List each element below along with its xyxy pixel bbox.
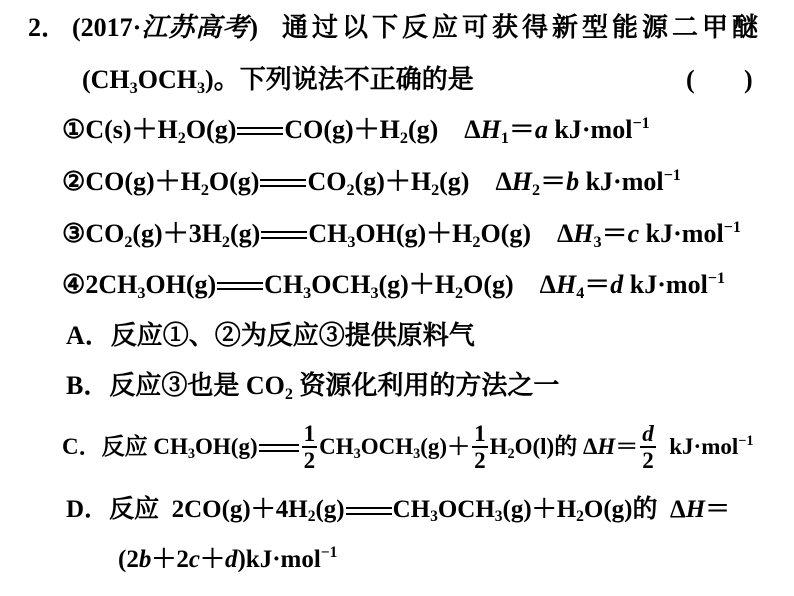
equals-text: ＝ bbox=[705, 496, 731, 523]
subscript: 2 bbox=[472, 233, 481, 249]
fraction-denominator: 2 bbox=[642, 448, 654, 473]
superscript: −1 bbox=[707, 270, 726, 288]
reactant-text: OH(g) bbox=[195, 434, 258, 459]
equals-text: ＝ bbox=[615, 434, 639, 459]
formula-text: (CH bbox=[82, 65, 130, 94]
unit-text: kJ·mol bbox=[623, 270, 708, 299]
subscript: 2 bbox=[346, 181, 355, 197]
superscript: −1 bbox=[663, 167, 681, 185]
delta-symbol: Δ bbox=[556, 219, 574, 248]
reactant-text: 2CH bbox=[85, 270, 138, 299]
source-close: ) bbox=[249, 13, 259, 42]
option-text: 反应③也是 CO bbox=[109, 371, 285, 400]
fraction-value bbox=[640, 422, 656, 472]
product-text: (g)＋ bbox=[420, 434, 471, 459]
option-label: A． bbox=[66, 321, 111, 350]
option-b bbox=[66, 371, 790, 401]
superscript: −1 bbox=[320, 545, 338, 562]
reactant-text: CO bbox=[85, 219, 125, 248]
product-text: (g) bbox=[439, 167, 470, 196]
reactant-text: (g) bbox=[315, 496, 345, 523]
question-stem-line-2 bbox=[82, 65, 674, 95]
reactant-text: O(g) bbox=[208, 167, 260, 196]
superscript: −1 bbox=[738, 433, 754, 450]
reaction-4 bbox=[62, 270, 790, 300]
source-region: 江苏高考 bbox=[141, 13, 250, 42]
enthalpy-symbol: H bbox=[480, 115, 501, 144]
product-text: (g)＋H bbox=[354, 167, 432, 196]
subscript: 3 bbox=[303, 284, 312, 300]
enthalpy-change bbox=[495, 167, 680, 197]
reaction-equals-sign bbox=[346, 507, 392, 515]
reaction-equals-sign bbox=[237, 127, 283, 135]
italic-variable: c bbox=[627, 219, 640, 248]
unit-text: kJ·mol bbox=[657, 434, 739, 459]
unit-text: kJ·mol bbox=[579, 167, 664, 196]
subscript: 2 bbox=[576, 508, 584, 525]
reaction-marker: ② bbox=[62, 167, 86, 196]
subscript: 2 bbox=[221, 233, 230, 249]
subscript: 3 bbox=[129, 79, 138, 95]
italic-variable: b bbox=[566, 167, 580, 196]
subscript: 2 bbox=[284, 385, 293, 401]
product-text: (g) bbox=[407, 115, 439, 144]
option-d-value bbox=[118, 545, 790, 575]
italic-variable: b bbox=[138, 546, 152, 573]
delta-symbol: Δ bbox=[464, 115, 481, 144]
product-text: CH bbox=[392, 496, 431, 523]
product-text: H bbox=[489, 434, 508, 459]
option-text: 资源化利用的方法之一 bbox=[292, 371, 560, 400]
subscript: 2 bbox=[455, 284, 464, 300]
fraction-numerator: 1 bbox=[474, 421, 486, 446]
subscript: 3 bbox=[370, 284, 379, 300]
product-text: CH bbox=[264, 270, 304, 299]
enthalpy-index: 3 bbox=[593, 233, 602, 249]
reaction-marker: ③ bbox=[62, 219, 86, 248]
unit-text: )kJ·mol bbox=[237, 546, 321, 573]
enthalpy-change bbox=[540, 270, 725, 300]
reaction-equals-sign bbox=[261, 231, 307, 239]
italic-variable: d bbox=[224, 546, 238, 573]
fraction-numerator: 1 bbox=[303, 421, 316, 446]
equals-text: ＝ bbox=[601, 219, 628, 248]
option-text: 反应 bbox=[109, 496, 172, 523]
reactant-text: O(g) bbox=[185, 115, 237, 144]
product-text: CO bbox=[307, 167, 347, 196]
enthalpy-index: 2 bbox=[532, 181, 541, 197]
product-text: O(g) bbox=[463, 270, 514, 299]
subscript: 3 bbox=[347, 233, 356, 249]
subscript: 3 bbox=[187, 445, 195, 462]
subscript: 3 bbox=[353, 445, 361, 462]
option-text: 反应 bbox=[101, 434, 154, 459]
unit-text: kJ·mol bbox=[547, 115, 633, 144]
product-text: O(g) bbox=[583, 496, 633, 523]
fraction-denominator: 2 bbox=[303, 448, 316, 473]
option-a bbox=[66, 321, 790, 351]
option-label: C． bbox=[62, 434, 102, 459]
subscript: 2 bbox=[307, 508, 316, 525]
delta-symbol: Δ bbox=[539, 270, 556, 299]
product-text: CO(g)＋H bbox=[284, 115, 400, 144]
subscript: 3 bbox=[196, 79, 206, 95]
reactant-text: C(s)＋H bbox=[85, 115, 178, 144]
equals-text: ＝ bbox=[584, 270, 611, 299]
reaction-2 bbox=[62, 167, 790, 197]
subscript: 3 bbox=[137, 284, 146, 300]
subscript: 3 bbox=[413, 445, 421, 462]
reactant-text: (g) bbox=[229, 219, 261, 248]
option-text: 反应①、②为反应③提供原料气 bbox=[110, 321, 475, 350]
question-source bbox=[72, 13, 258, 43]
fraction-numerator: d bbox=[642, 421, 654, 446]
subscript: 2 bbox=[124, 233, 133, 249]
reaction-equals-sign bbox=[259, 444, 299, 452]
delta-symbol: Δ bbox=[582, 434, 598, 459]
value-text: ＋2 bbox=[151, 546, 189, 573]
formula-text: ) bbox=[205, 65, 214, 94]
answer-blank-open: ( bbox=[686, 65, 695, 94]
question-number-text: 2． bbox=[28, 13, 68, 42]
answer-blank-close: ) bbox=[744, 65, 753, 94]
reactant-text: OH(g) bbox=[145, 270, 217, 299]
fraction-coefficient bbox=[302, 422, 318, 472]
equals-text: ＝ bbox=[508, 115, 535, 144]
product-text: (g)＋H bbox=[502, 496, 577, 523]
superscript: −1 bbox=[723, 219, 741, 237]
reaction-equals-sign bbox=[260, 179, 306, 187]
delta-symbol: Δ bbox=[495, 167, 512, 196]
product-text: O(l)的 bbox=[514, 434, 583, 459]
reactant-text: 2CO(g)＋4H bbox=[171, 496, 308, 523]
reaction-3 bbox=[62, 219, 790, 249]
stem-text: 通过以下反应可获得新型能源二甲醚 bbox=[282, 13, 763, 42]
source-open: (2017· bbox=[72, 13, 142, 42]
product-text: OH(g)＋H bbox=[355, 219, 473, 248]
question-number bbox=[28, 13, 67, 43]
reactant-text: CH bbox=[153, 434, 188, 459]
product-text: CH bbox=[319, 434, 354, 459]
option-label: B． bbox=[66, 371, 110, 400]
enthalpy-index: 4 bbox=[576, 284, 585, 300]
question-stem-line-1 bbox=[282, 13, 790, 43]
option-d bbox=[66, 495, 790, 525]
subscript: 2 bbox=[431, 181, 440, 197]
reactant-text: CO(g)＋H bbox=[85, 167, 201, 196]
value-text: (2 bbox=[118, 546, 139, 573]
superscript: −1 bbox=[632, 115, 650, 133]
reactant-text: (g)＋3H bbox=[132, 219, 222, 248]
subscript: 2 bbox=[507, 445, 515, 462]
product-text: OCH bbox=[437, 496, 495, 523]
reaction-equals-sign bbox=[217, 282, 263, 290]
option-text: 的 bbox=[632, 496, 671, 523]
enthalpy-symbol: H bbox=[685, 496, 706, 523]
option-label: D． bbox=[66, 496, 110, 523]
product-text: O(g) bbox=[480, 219, 531, 248]
product-text: CH bbox=[308, 219, 348, 248]
subscript: 2 bbox=[177, 129, 186, 145]
enthalpy-symbol: H bbox=[511, 167, 533, 196]
subscript: 2 bbox=[399, 129, 408, 145]
product-text: OCH bbox=[360, 434, 414, 459]
stem-text: 。下列说法不正确的是 bbox=[213, 65, 474, 94]
reaction-marker: ④ bbox=[62, 270, 86, 299]
value-text: ＋ bbox=[199, 546, 225, 573]
product-text: (g)＋H bbox=[378, 270, 456, 299]
option-c bbox=[62, 419, 790, 475]
unit-text: kJ·mol bbox=[639, 219, 724, 248]
enthalpy-change bbox=[464, 115, 649, 145]
enthalpy-index: 1 bbox=[500, 129, 509, 145]
fraction-denominator: 2 bbox=[474, 448, 486, 473]
formula-text: OCH bbox=[137, 65, 197, 94]
enthalpy-symbol: H bbox=[597, 434, 616, 459]
subscript: 3 bbox=[430, 508, 438, 525]
fraction-coefficient bbox=[472, 422, 488, 472]
italic-variable: c bbox=[188, 546, 200, 573]
equals-text: ＝ bbox=[540, 167, 567, 196]
italic-variable: a bbox=[534, 115, 548, 144]
enthalpy-symbol: H bbox=[555, 270, 577, 299]
enthalpy-change bbox=[557, 219, 741, 249]
italic-variable: d bbox=[610, 270, 624, 299]
reaction-1 bbox=[62, 115, 790, 145]
enthalpy-symbol: H bbox=[573, 219, 594, 248]
reaction-marker: ① bbox=[62, 115, 86, 144]
subscript: 2 bbox=[200, 181, 209, 197]
product-text: OCH bbox=[311, 270, 371, 299]
subscript: 3 bbox=[494, 508, 503, 525]
delta-symbol: Δ bbox=[670, 496, 686, 523]
